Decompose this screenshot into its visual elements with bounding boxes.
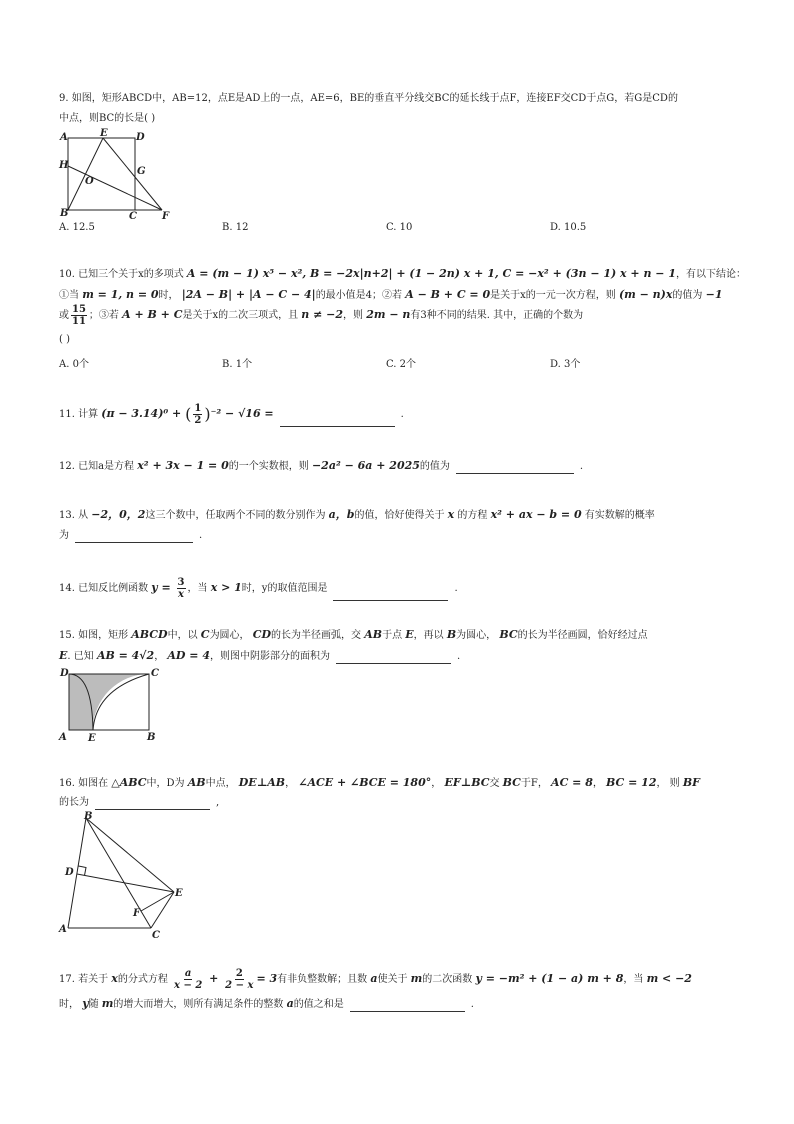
q12-answer-blank[interactable]	[456, 462, 574, 474]
q17-stem-line2: 时， y随 m的增大而增大，则所有满足条件的整数 a的值之和是 .	[59, 997, 474, 1010]
q10-option-c[interactable]: C. 2个	[386, 359, 417, 370]
q16-label-B: B	[84, 811, 93, 822]
q11-answer-blank[interactable]	[280, 415, 395, 427]
q17-stem-line1: 17. 若关于 x的分式方程 $\frac{a}{x - 2}$ + $\frac{2}{2 - x}$ = 3有非负整数解；且数 a使关于 m的二次函数 y = −m² + (1 − a) m + 8，当 m < −2	[59, 968, 692, 991]
q16-label-E: E	[175, 888, 183, 899]
q16-stem-line2: 的长为 ,	[59, 797, 220, 808]
q9-option-c[interactable]: C. 10	[386, 222, 413, 233]
q10-option-b[interactable]: B. 1个	[222, 359, 253, 370]
q16-label-C: C	[152, 930, 160, 940]
q15-label-B: B	[147, 732, 156, 743]
q13-stem-line2: 为 .	[59, 530, 203, 541]
q13-stem-line1: 13. 从 −2，0，2这三个数中，任取两个不同的数分别作为 a，b的值，恰好使得关于 x 的方程 x² + ax − b = 0 有实数解的概率	[59, 508, 655, 521]
q9-option-d[interactable]: D. 10.5	[550, 222, 587, 233]
q16-label-D: D	[65, 867, 74, 878]
q9-label-G: G	[137, 166, 146, 177]
q10-stem-line4: ( )	[59, 334, 70, 345]
q14-answer-blank[interactable]	[333, 589, 448, 601]
q15-stem-line1: 15. 如图，矩形 ABCD中，以 C为圆心， CD的长为半径画弧，交 AB于点 E，再以 B为圆心， BC的长为半径画圆，恰好经过点	[59, 628, 648, 641]
q9-label-D: D	[136, 132, 145, 143]
q9-label-C: C	[129, 211, 137, 220]
q16-stem-line1: 16. 如图在 △ABC中，D为 AB中点， DE⊥AB， ∠ACE + ∠BCE = 180°， EF⊥BC交 BC于F， AC = 8， BC = 12， 则 BF	[59, 776, 700, 789]
q9-option-a[interactable]: A. 12.5	[59, 222, 95, 233]
q15-figure	[56, 664, 166, 744]
q15-label-D: D	[60, 668, 69, 679]
q10-stem-line3: 或 $\frac{15}{11}$ ；③若 A + B + C是关于x的二次三项式，且 n ≠ −2，则 2m − n有3种不同的结果. 其中，正确的个数为	[59, 304, 584, 327]
q15-label-A: A	[59, 732, 67, 743]
q10-fraction: $\frac{15}{11}$	[72, 304, 86, 327]
q17-answer-blank[interactable]	[350, 1000, 465, 1012]
q9-label-E: E	[100, 128, 108, 139]
q9-label-A: A	[60, 132, 68, 143]
q9-label-B: B	[60, 208, 69, 219]
q10-option-d[interactable]: D. 3个	[550, 359, 581, 370]
q9-option-b[interactable]: B. 12	[222, 222, 249, 233]
q15-stem-line2: E. 已知 AB = 4√2， AD = 4，则图中阴影部分的面积为 .	[59, 649, 461, 662]
q9-rectangle	[68, 138, 135, 210]
q9-figure	[56, 128, 176, 220]
q10-option-a[interactable]: A. 0个	[59, 359, 89, 370]
q16-figure	[56, 808, 186, 940]
q9-label-F: F	[162, 211, 170, 220]
q16-label-F: F	[133, 908, 141, 919]
q12-stem: 12. 已知a是方程 x² + 3x − 1 = 0的一个实数根，则 −2a² − 6a + 2025的值为 .	[59, 459, 584, 472]
q15-label-C: C	[151, 668, 159, 679]
q9-label-H: H	[59, 160, 69, 171]
q11-stem: 11. 计算 (π − 3.14)⁰ + ( $\frac{1}{2}$ )⁻² − √16 = .	[59, 403, 404, 426]
q10-stem-line2: ①当 m = 1, n = 0时， |2A − B| + |A − C − 4|的最小值是4；②若 A − B + C = 0是关于x的一元一次方程，则 (m − n)x的值为 −1	[59, 288, 723, 301]
q15-answer-blank[interactable]	[336, 652, 451, 664]
q15-label-E: E	[88, 733, 96, 744]
q9-label-O: O	[85, 176, 94, 187]
q9-stem-line2: 中点，则BC的长是( )	[59, 113, 156, 124]
q14-stem: 14. 已知反比例函数 y = $\frac{3}{x}$ ，当 x > 1时，y的取值范围是 .	[59, 577, 458, 600]
q9-stem-line1: 9. 如图，矩形ABCD中，AB=12，点E是AD上的一点，AE=6，BE的垂直平分线交BC的延长线于点F，连接EF交CD于点G，若G是CD的	[59, 93, 678, 104]
q16-label-A: A	[59, 924, 67, 935]
q13-answer-blank[interactable]	[75, 531, 193, 543]
q10-stem-line1: 10. 已知三个关于x的多项式 A = (m − 1) x⁵ − x², B = −2x|n+2| + (1 − 2n) x + 1, C = −x² + (3n − 1) x + n − 1，有以下结论：	[59, 267, 747, 280]
